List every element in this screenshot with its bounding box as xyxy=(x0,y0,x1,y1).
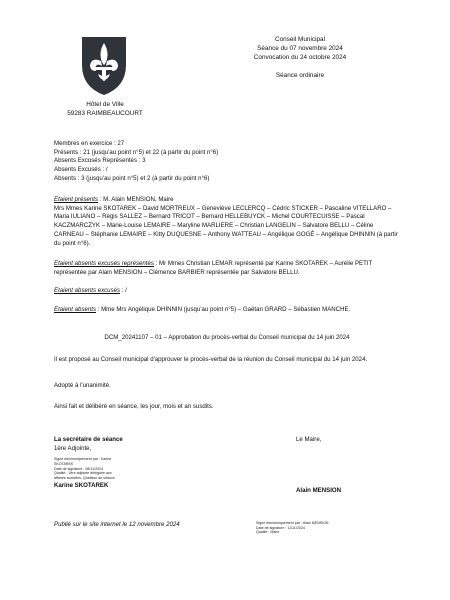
secretary-signature-block xyxy=(54,436,204,491)
agenda-title: DCM_20241107 – 01 – Approbation du procès-verbal du Conseil municipal du 14 juin 2024 xyxy=(104,334,350,341)
present-label: Etaient présents xyxy=(54,196,99,203)
mayor-name: Alain MENSION xyxy=(296,487,342,494)
mayor-meta-line: Date de signature : 11/11/2024 xyxy=(256,525,305,530)
town-postcode: 59283 RAIMBEAUCOURT xyxy=(67,110,143,117)
absent-members xyxy=(54,306,400,315)
proposal-text: Il est proposé au Conseil municipal d'approuver le procès-verbal de la réunion du Conseil municipal du 14 juin 2024. xyxy=(54,356,368,363)
closing-text: Ainsi fait et délibéré en séance, les jour, mois et an susdits. xyxy=(54,403,214,410)
absent-count: Absents : 3 (jusqu'au point n°5) et 2 (à partir du point n°6) xyxy=(54,174,210,182)
members-count: Membres en exercice : 27 xyxy=(54,140,125,147)
secretary-meta-line: Date de signature : 08/11/2024 xyxy=(54,466,104,471)
document-header xyxy=(230,35,370,80)
secretary-meta-line: Signé électroniquement par : Karine xyxy=(54,457,112,462)
present-members xyxy=(54,196,400,248)
mayor-label: Le Maire, xyxy=(296,436,322,443)
absent-text: : Mme Mrs Angélique DHINNIN (jusqu'au point n°5) – Gaëtan GRARD – Sébastien MANCHE. xyxy=(96,306,351,313)
adoption-result: Adopté à l'unanimité. xyxy=(54,382,111,389)
represented-text: : Mr Mmes Christian LEMAR représenté par Karine SKOTAREK – Aurélie PETIT représentée par Alain MENSION – Clémence BARBIER représentée par Salvatore BELLU. xyxy=(54,260,373,276)
town-hall-label: Hôtel de Ville xyxy=(86,101,124,108)
convocation-date: Convocation du 24 octobre 2024 xyxy=(253,54,347,62)
represented-members xyxy=(54,260,400,277)
excused-members xyxy=(54,287,400,296)
secretary-meta-line: SKOTAREK xyxy=(54,462,74,466)
secretary-name: Karine SKOTAREK xyxy=(54,482,109,490)
mayor-meta-line: Qualité : Maire xyxy=(256,530,280,535)
town-address xyxy=(55,100,155,118)
present-text: : M. Alain MENSION, Maire Mrs Mmes Karine SKOTAREK – David MORTREUX – Geneviève LECLERCQ – Cédric STICKER – Pascaline VITELLARO – Maria IULIANO – Régis SALLEZ – Bernard TRICOT – Bernard HELLEBUYCK – Michel COURTECUISSE – Pascal KACZMARCZYK – Marie-Louise LEMAIRE – Maryline MARLIERE – Christian LANGELIN – Salvatore BELLU – Céline CARNEAU – Stéphanie LEMAIRE – Kitty DUQUESNE – Anthony WATTEAU – Angélique GOGÉ – Angélique DHINNIN (à partir du point n°6). xyxy=(54,196,398,247)
secretary-meta-line: affaires scolaires, Question de séance xyxy=(54,475,115,480)
fleur-de-lis-icon xyxy=(80,35,128,97)
town-crest-logo xyxy=(80,35,128,97)
secretary-role: 1ère Adjointe, xyxy=(54,444,92,452)
secretary-meta-line: Qualité : 1ère adjointe déléguée aux xyxy=(54,471,112,476)
council-title: Conseil Municipal xyxy=(274,36,326,43)
represented-label: Etaient absents excusés représentés xyxy=(54,260,154,267)
seance-date: Séance du 07 novembre 2024 xyxy=(257,45,343,53)
mayor-meta-line: Signé électroniquement par : Alain MENSION xyxy=(256,521,329,525)
member-counts xyxy=(54,140,400,184)
publication-note: Publié sur le site internet le 12 novembre 2024 xyxy=(54,521,180,528)
excused-count: Absents Excusés : / xyxy=(54,166,108,174)
excused-text: : / xyxy=(120,287,127,294)
excused-represented-count: Absents Excusés Représentés : 3 xyxy=(54,157,146,165)
present-count: Présents : 21 (jusqu'au point n°5) et 22 (à partir du point n°6) xyxy=(54,148,219,156)
absent-label: Etaient absents xyxy=(54,306,97,313)
excused-label: Etaient absents excusés xyxy=(54,287,121,294)
secretary-esign-meta xyxy=(54,457,204,480)
mayor-esign-meta xyxy=(256,521,396,535)
secretary-label: La secrétaire de séance xyxy=(54,436,123,443)
seance-type: Séance ordinaire xyxy=(275,71,325,79)
